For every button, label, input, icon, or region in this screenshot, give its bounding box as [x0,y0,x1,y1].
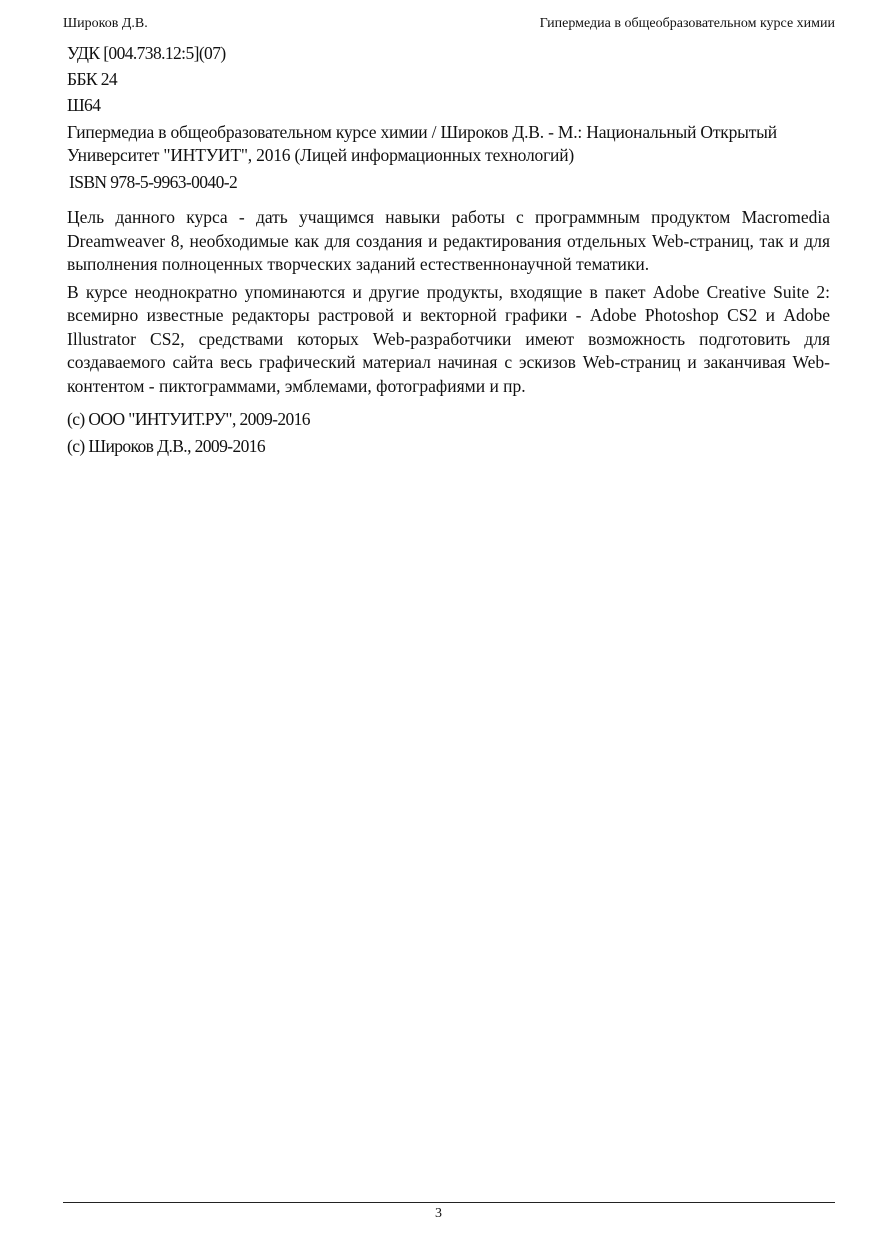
abstract-paragraph: Цель данного курса - дать учащимся навыки работы с программным продуктом Macromedia Dreamweaver 8, необходимые как для создания и редактирования отдельных Web-страниц, так и для выполнения полноценных творческих заданий естественнонаучной тематики. [67,207,830,274]
header-course-title: Гипермедиа в общеобразовательном курсе химии [539,16,835,31]
abstract-paragraph: В курсе неоднократно упоминаются и другие продукты, входящие в пакет Adobe Creative Suite 2: всемирно известные редакторы растровой и векторной графики - Adobe Photoshop CS2 и Adobe Illustrator CS2, средствами которых Web-разработчики имеют возможность подготовить для создаваемого сайта весь графический материал начиная с эскизов Web-страниц и заканчивая Web-контентом - пиктограммами, эмблемами, фотографиями и пр. [67,281,830,396]
running-header [63,16,835,36]
bibliographic-record: Гипермедиа в общеобразовательном курсе химии / Широков Д.В. - М.: Национальный Открытый Университет "ИНТУИТ", 2016 (Лицей информационных технологий) [67,122,777,165]
bbk-code: ББК 24 [67,69,118,89]
page-number: 3 [435,1206,442,1221]
footer-divider [63,1202,835,1203]
udk-code: УДК [004.738.12:5](07) [67,43,226,63]
header-author: Широков Д.В. [63,16,148,31]
author-index: Ш64 [67,95,101,115]
copyright-line: (c) Широков Д.В., 2009-2016 [67,436,266,456]
isbn: ISBN 978-5-9963-0040-2 [69,172,238,192]
copyright-line: (c) ООО "ИНТУИТ.РУ", 2009-2016 [67,409,310,429]
imprint-content [67,40,830,460]
